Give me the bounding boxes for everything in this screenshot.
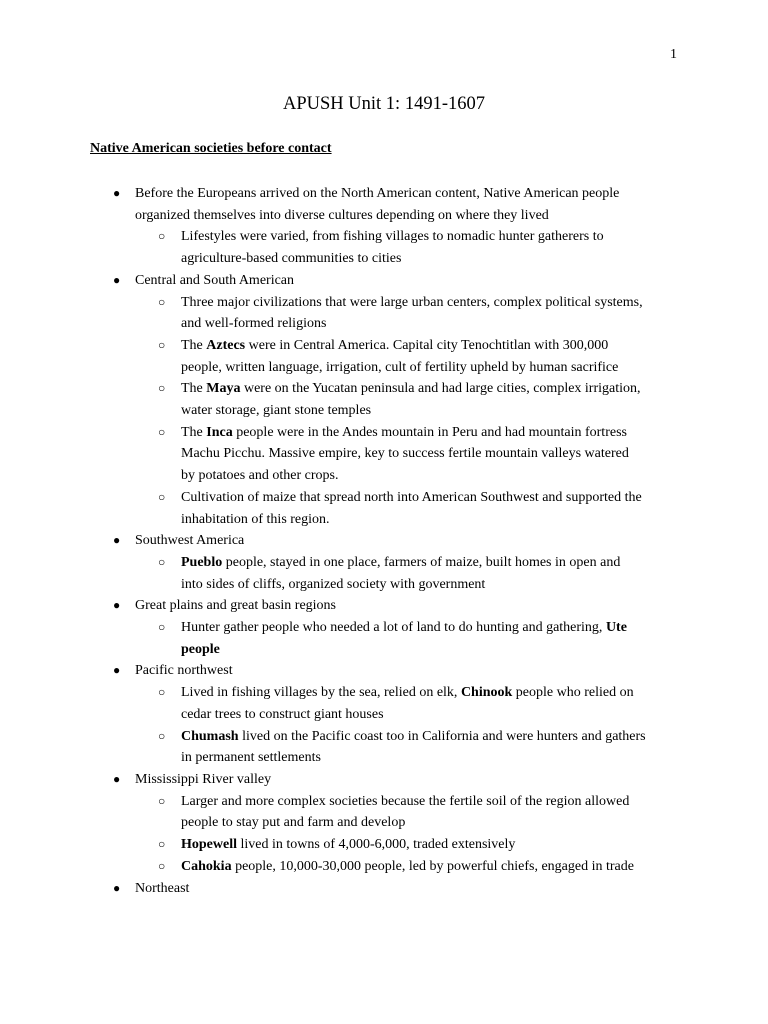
text-line (135, 205, 680, 227)
document-title: APUSH Unit 1: 1491-1607 (283, 94, 485, 114)
text-run: Lived in fishing villages by the sea, relied on elk, (181, 685, 461, 701)
text-line (181, 682, 680, 704)
text-run: people, stayed in one place, farmers of maize, built homes in open and (222, 554, 621, 570)
text-line (181, 400, 680, 422)
text-run: lived on the Pacific coast too in California and were hunters and gathers (238, 728, 646, 744)
text-line (181, 422, 680, 444)
bullet-item (0, 183, 768, 226)
bold-term: Ute (605, 620, 627, 636)
text-run: Larger and more complex societies because the fertile soil of the region allowed (181, 793, 630, 809)
sub-bullet-item (0, 552, 768, 595)
text-line (135, 769, 680, 791)
text-run: and well-formed religions (181, 316, 327, 332)
bullet-marker: ● (113, 272, 121, 287)
text-run: Cultivation of maize that spread north into American Southwest and supported the (181, 489, 642, 505)
text-run: Northeast (135, 880, 190, 896)
bullet-item (0, 595, 768, 617)
text-line (181, 617, 680, 639)
text-line (181, 465, 680, 487)
text-line (181, 639, 680, 661)
bullet-marker: ● (113, 598, 121, 613)
text-line (181, 747, 680, 769)
sub-bullet-item (0, 378, 768, 421)
text-line (181, 574, 680, 596)
text-line (181, 487, 680, 509)
text-line (181, 726, 680, 748)
bold-term: Pueblo (181, 554, 223, 570)
bullet-item (0, 769, 768, 791)
bullet-list (0, 183, 768, 899)
text-run: were in Central America. Capital city Tenochtitlan with 300,000 (245, 337, 609, 353)
sub-bullet-marker: ○ (158, 424, 166, 439)
text-line (135, 660, 680, 682)
text-run: people were in the Andes mountain in Peru and had mountain fortress (232, 424, 627, 440)
text-line (135, 595, 680, 617)
text-line (181, 443, 680, 465)
text-line (181, 226, 680, 248)
text-run: Southwest America (135, 533, 245, 549)
bold-term: Aztecs (206, 337, 246, 353)
sub-bullet-marker: ○ (158, 728, 166, 743)
text-line (181, 509, 680, 531)
text-run: in permanent settlements (181, 750, 321, 766)
bold-term: Cahokia (181, 858, 232, 874)
text-run: Before the Europeans arrived on the North American content, Native American people (135, 186, 620, 201)
section-heading: Native American societies before contact (90, 141, 332, 156)
sub-bullet-marker: ○ (158, 685, 166, 700)
text-line (181, 357, 680, 379)
bullet-item (0, 878, 768, 900)
text-run: Great plains and great basin regions (135, 598, 336, 614)
sub-bullet-marker: ○ (158, 554, 166, 569)
sub-bullet-marker: ○ (158, 489, 166, 504)
sub-bullet-item (0, 682, 768, 725)
bold-term: people (181, 641, 220, 657)
bold-term: Chinook (460, 685, 513, 701)
text-line (135, 270, 680, 292)
text-run: Lifestyles were varied, from fishing villages to nomadic hunter gatherers to (181, 229, 604, 245)
text-line (181, 313, 680, 335)
sub-bullet-item (0, 292, 768, 335)
text-line (135, 530, 680, 552)
text-run: cedar trees to construct giant houses (181, 706, 384, 722)
bullet-item (0, 270, 768, 292)
text-line (181, 552, 680, 574)
bold-term: Chumash (181, 728, 239, 744)
text-run: people, written language, irrigation, cult of fertility upheld by human sacrifice (181, 359, 619, 375)
bullet-marker: ● (113, 880, 121, 895)
sub-bullet-item (0, 834, 768, 856)
bullet-marker: ● (113, 186, 121, 200)
sub-bullet-item (0, 856, 768, 878)
sub-bullet-item (0, 791, 768, 834)
bullet-marker: ● (113, 771, 121, 786)
text-line (181, 834, 680, 856)
text-line (181, 791, 680, 813)
sub-bullet-marker: ○ (158, 858, 166, 873)
bold-term: Maya (206, 381, 241, 397)
bullet-marker: ● (113, 663, 121, 678)
text-run: lived in towns of 4,000-6,000, traded extensively (237, 837, 516, 853)
sub-bullet-item (0, 487, 768, 530)
sub-bullet-marker: ○ (158, 793, 166, 808)
text-run: water storage, giant stone temples (181, 403, 372, 419)
bullet-item (0, 530, 768, 552)
text-run: Pacific northwest (135, 663, 233, 679)
text-run: inhabitation of this region. (181, 511, 330, 527)
bullet-item (0, 660, 768, 682)
text-line (181, 248, 680, 270)
text-run: The (181, 424, 207, 440)
text-line (181, 856, 680, 878)
text-line (135, 183, 680, 205)
sub-bullet-item (0, 226, 768, 269)
text-run: Mississippi River valley (135, 771, 272, 787)
text-run: The (181, 381, 207, 397)
bold-term: Hopewell (181, 837, 237, 853)
text-run: into sides of cliffs, organized society with government (181, 576, 486, 592)
bold-term: Inca (206, 424, 233, 440)
sub-bullet-marker: ○ (158, 229, 166, 244)
sub-bullet-item (0, 726, 768, 769)
sub-bullet-marker: ○ (158, 381, 166, 396)
sub-bullet-item (0, 617, 768, 660)
text-line (181, 292, 680, 314)
text-run: by potatoes and other crops. (181, 468, 339, 484)
text-run: Machu Picchu. Massive empire, key to success fertile mountain valleys watered (181, 446, 629, 462)
text-run: The (181, 337, 207, 353)
text-run: people who relied on (512, 685, 634, 701)
text-line (181, 812, 680, 834)
text-line (181, 378, 680, 400)
sub-bullet-marker: ○ (158, 337, 166, 352)
text-line (181, 704, 680, 726)
text-run: were on the Yucatan peninsula and had large cities, complex irrigation, (240, 381, 641, 397)
text-run: Central and South American (135, 272, 295, 288)
sub-bullet-marker: ○ (158, 837, 166, 852)
text-run: agriculture-based communities to cities (181, 251, 402, 267)
text-run: Hunter gather people who needed a lot of land to do hunting and gathering, (181, 620, 606, 636)
sub-bullet-marker: ○ (158, 620, 166, 635)
text-run: Three major civilizations that were large urban centers, complex political systems, (181, 294, 643, 310)
sub-bullet-marker: ○ (158, 294, 166, 309)
text-line (135, 878, 680, 900)
text-line (181, 335, 680, 357)
text-run: organized themselves into diverse cultures depending on where they lived (135, 207, 549, 223)
bullet-marker: ● (113, 533, 121, 548)
sub-bullet-item (0, 335, 768, 378)
text-run: people, 10,000-30,000 people, led by powerful chiefs, engaged in trade (231, 858, 634, 874)
sub-bullet-item (0, 422, 768, 487)
page-number: 1 (670, 47, 677, 62)
text-run: people to stay put and farm and develop (181, 815, 406, 831)
